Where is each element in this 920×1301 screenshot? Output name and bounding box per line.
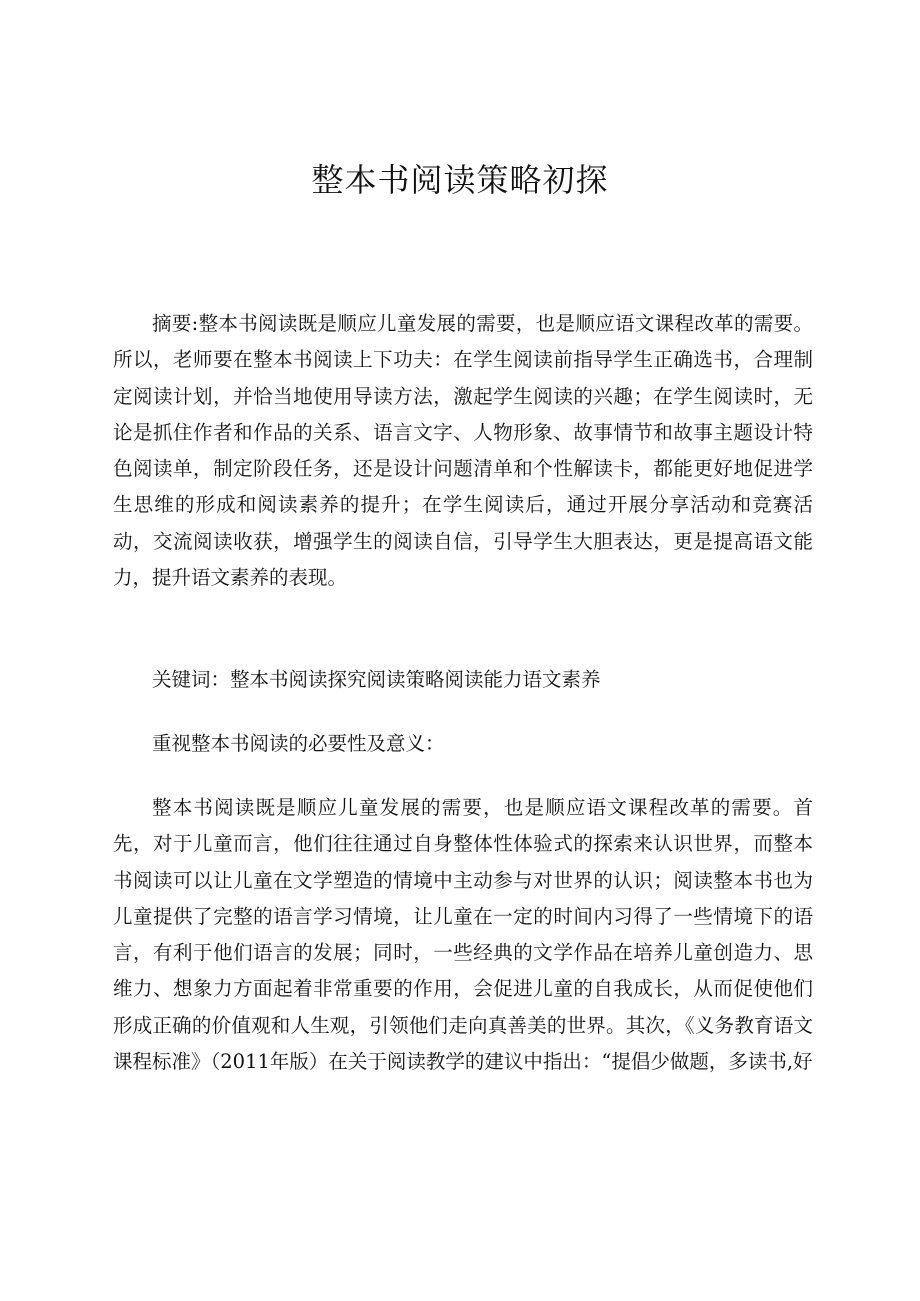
keywords-label: 关键词： — [152, 668, 231, 691]
abstract-text: 整本书阅读既是顺应儿童发展的需要，也是顺应语文课程改革的需要。所以，老师要在整本书阅读上下功夫：在学生阅读前指导学生正确选书，合理制定阅读计划，并恰当地使用导读方法，激起学生阅读的兴趣；在学生阅读时，无论是抓住作者和作品的关系、语言文字、人物形象、故事情节和故事主题设计特色阅读单，制定阶段任务，还是设计问题清单和个性解读卡，都能更好地促进学生思维的形成和阅读素养的提升；在学生阅读后，通过开展分享活动和竞赛活动，交流阅读收获，增强学生的阅读自信，引导学生大胆表达，更是提高语文能力，提升语文素养的表现。 — [113, 312, 813, 590]
abstract-label: 摘要: — [152, 312, 199, 335]
document-title: 整本书阅读策略初探 — [311, 161, 609, 199]
body-paragraph: 整本书阅读既是顺应儿童发展的需要，也是顺应语文课程改革的需要。首先，对于儿童而言，他们往往通过自身整体性体验式的探索来认识世界，而整本书阅读可以让儿童在文学塑造的情境中主动参与对世界的认识；阅读整本书也为儿童提供了完整的语言学习情境，让儿童在一定的时间内习得了一些情境下的语言，有利于他们语言的发展；同时，一些经典的文学作品在培养儿童创造力、思维力、想象力方面起着非常重要的作用，会促进儿童的自我成长，从而促使他们形成正确的价值观和人生观，引领他们走向真善美的世界。其次，《义务教育语文课程标准》（2011年版）在关于阅读教学的建议中指出：“提倡少做题，多读书,好 — [113, 796, 813, 1074]
keywords-text: 整本书阅读探究阅读策略阅读能力语文素养 — [230, 668, 601, 691]
abstract-paragraph — [113, 306, 813, 596]
keywords-paragraph — [113, 662, 813, 698]
section-heading: 重视整本书阅读的必要性及意义： — [152, 732, 445, 755]
